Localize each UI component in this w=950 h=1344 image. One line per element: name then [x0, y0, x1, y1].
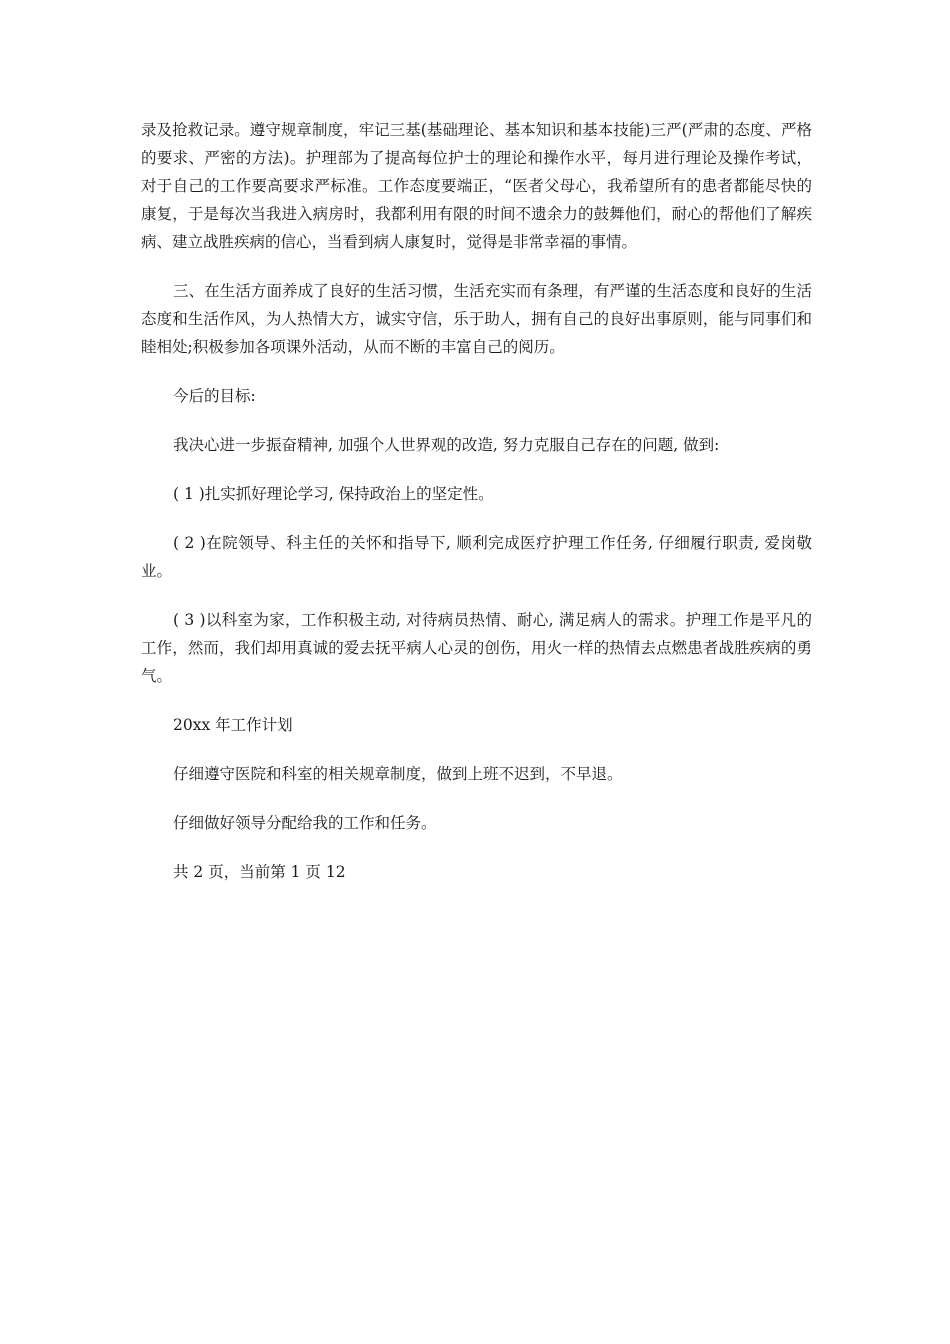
paragraph-goal-2: ( 2 )在院领导、科主任的关怀和指导下, 顺利完成医疗护理工作任务, 仔细履行职责, 爱岗敬业。 — [141, 534, 812, 580]
page-indicator: 共 2 页，当前第 1 页 12 — [173, 863, 346, 881]
paragraph-plan-tasks: 仔细做好领导分配给我的工作和任务。 — [173, 814, 437, 832]
paragraph-work-plan-heading: 20xx 年工作计划 — [173, 716, 293, 734]
paragraph-goal-1: ( 1 )扎实抓好理论学习, 保持政治上的坚定性。 — [173, 485, 494, 503]
paragraph-continued-work-attitude: 录及抢救记录。遵守规章制度，牢记三基(基础理论、基本知识和基本技能)三严(严肃的态度、严格的要求、严密的方法)。护理部为了提高每位护士的理论和操作水平，每月进行理论及操作考试，对于自己的工作要高要求严标准。工作态度要端正，“医者父母心，我希望所有的患者都能尽快的康复，于是每次当我进入病房时，我都利用有限的时间不遗余力的鼓舞他们，耐心的帮他们了解疾病、建立战胜疾病的信心，当看到病人康复时，觉得是非常幸福的事情。 — [141, 121, 812, 251]
paragraph-goal-3: ( 3 )以科室为家，工作积极主动, 对待病员热情、耐心, 满足病人的需求。护理工作是平凡的工作，然而，我们却用真诚的爱去抚平病人心灵的创伤，用火一样的热情去点燃患者战胜疾病的勇气。 — [141, 611, 812, 685]
paragraph-resolution: 我决心进一步振奋精神, 加强个人世界观的改造, 努力克服自己存在的问题, 做到: — [173, 436, 720, 454]
paragraph-plan-rules: 仔细遵守医院和科室的相关规章制度，做到上班不迟到，不早退。 — [173, 765, 623, 783]
paragraph-future-goals-heading: 今后的目标: — [173, 387, 256, 405]
paragraph-life-habits: 三、在生活方面养成了良好的生活习惯，生活充实而有条理，有严谨的生活态度和良好的生活态度和生活作风，为人热情大方，诚实守信，乐于助人，拥有自己的良好出事原则，能与同事们和睦相处;积极参加各项课外活动，从而不断的丰富自己的阅历。 — [141, 282, 812, 356]
